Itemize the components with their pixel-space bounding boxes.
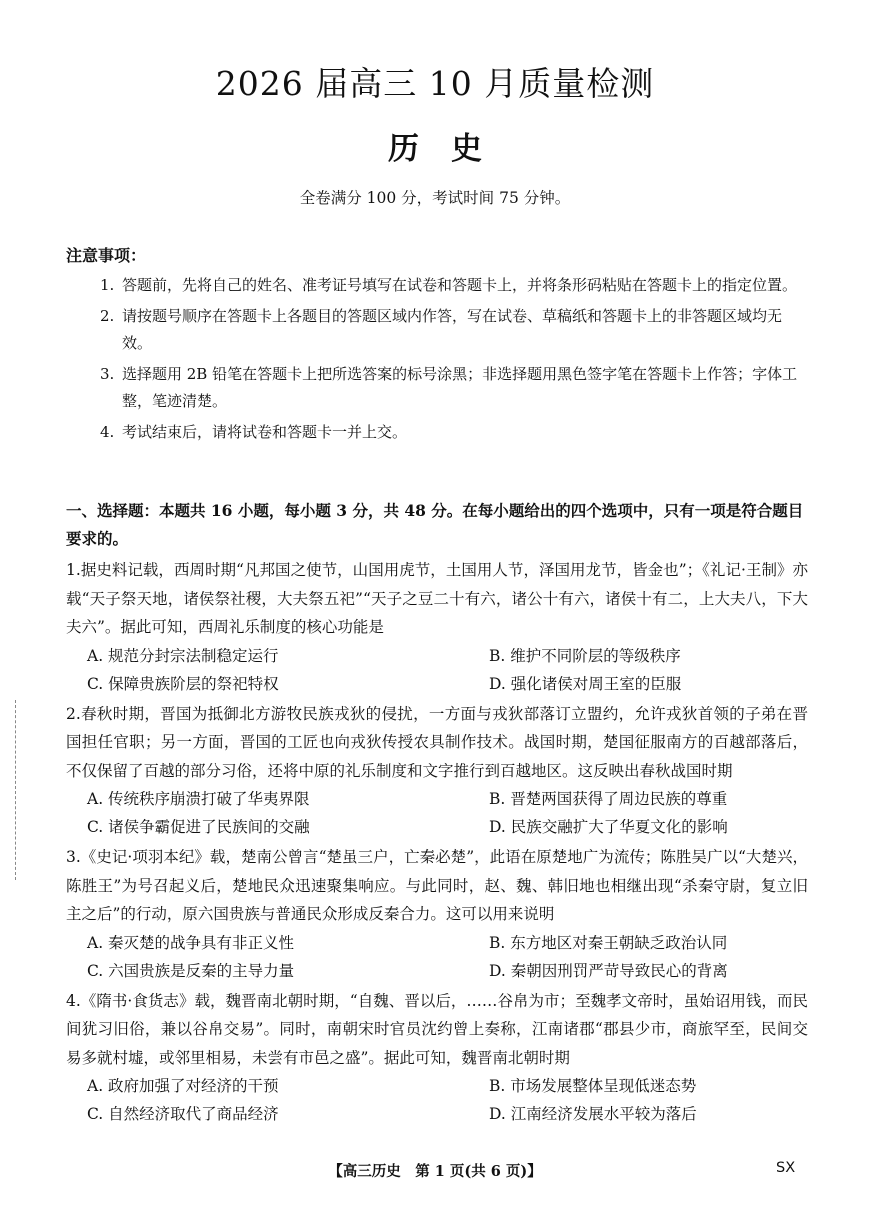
exam-title: 2026 届高三 10 月质量检测 xyxy=(215,64,655,103)
notice-item xyxy=(100,272,805,300)
page-number: 【高三历史 第 1 页(共 6 页)】 xyxy=(328,1163,542,1180)
notice-heading: 注意事项： xyxy=(66,246,147,265)
notice-number: 4. xyxy=(100,422,115,441)
binding-line xyxy=(15,700,16,880)
option-group xyxy=(66,1072,808,1128)
question-4 xyxy=(66,987,808,1129)
option-a: A. 秦灭楚的战争具有非正义性 xyxy=(87,933,295,952)
question-list xyxy=(66,556,808,1130)
notice-text: 答题前，先将自己的姓名、准考证号填写在试卷和答题卡上，并将条形码粘贴在答题卡上的指定位置。 xyxy=(122,276,798,294)
option-a: A. 政府加强了对经济的干预 xyxy=(87,1077,279,1095)
option-c: C. 六国贵族是反秦的主导力量 xyxy=(87,961,295,980)
option-d: D. 江南经济发展水平较为落后 xyxy=(489,1105,697,1123)
question-stem: 3.《史记·项羽本纪》载，楚南公曾言“楚虽三户，亡秦必楚”，此语在原楚地广为流传；陈胜吴广以“大楚兴，陈胜王”为号召起义后，楚地民众迅速聚集响应。与此同时，赵、魏、韩旧地也相继出现“杀秦守尉，复立旧主之后”的行动，原六国贵族与普通民众形成反秦合力。这可以用来说明 xyxy=(66,848,808,923)
option-a: A. 规范分封宗法制稳定运行 xyxy=(87,646,279,665)
notice-item xyxy=(100,419,805,447)
question-stem: 4.《隋书·食货志》载，魏晋南北朝时期，“自魏、晋以后，……谷帛为市；至魏孝文帝时，虽始诏用钱，而民间犹习旧俗，兼以谷帛交易”。同时，南朝宋时官员沈约曾上奏称，江南诸郡“郡县少市，商旅罕至，民间交易多就村墟，或邻里相易，未尝有市邑之盛”。据此可知，魏晋南北朝时期 xyxy=(66,991,808,1067)
notice-number: 2. xyxy=(100,306,115,325)
option-d: D. 民族交融扩大了华夏文化的影响 xyxy=(489,818,728,836)
notice-list xyxy=(100,272,805,449)
notice-number: 3. xyxy=(100,364,115,383)
notice-text: 请按题号顺序在答题卡上各题目的答题区域内作答，写在试卷、草稿纸和答题卡上的非答题区域均无效。 xyxy=(122,306,783,352)
paper-code: SX xyxy=(776,1160,796,1176)
option-c: C. 自然经济取代了商品经济 xyxy=(87,1105,279,1123)
option-group xyxy=(66,785,808,841)
notice-text: 考试结束后，请将试卷和答题卡一并上交。 xyxy=(122,422,408,441)
question-stem: 2.春秋时期，晋国为抵御北方游牧民族戎狄的侵扰，一方面与戎狄部落订立盟约，允许戎狄首领的子弟在晋国担任官职；另一方面，晋国的工匠也向戎狄传授农具制作技术。战国时期，楚国征服南方的百越部落后，不仅保留了百越的部分习俗，还将中原的礼乐制度和文字推行到百越地区。这反映出春秋战国时期 xyxy=(66,704,808,780)
notice-item xyxy=(100,303,805,358)
question-2 xyxy=(66,700,808,842)
question-stem: 1.据史料记载，西周时期“凡邦国之使节，山国用虎节，土国用人节，泽国用龙节，皆金也”；《礼记·王制》亦载“天子祭天地，诸侯祭社稷，大夫祭五祀”“天子之豆二十有六，诸公十有六，诸侯十有二，上大夫八，下大夫六”。据此可知，西周礼乐制度的核心功能是 xyxy=(66,561,808,636)
notice-text: 选择题用 2B 铅笔在答题卡上把所选答案的标号涂黑；非选择题用黑色签字笔在答题卡上作答；字体工整，笔迹清楚。 xyxy=(122,364,798,410)
question-3 xyxy=(66,843,808,985)
section-heading-text: 一、选择题：本题共 16 小题，每小题 3 分，共 48 分。在每小题给出的四个选项中，只有一项是符合题目要求的。 xyxy=(66,501,804,548)
notice-item xyxy=(100,361,805,416)
notice-number: 1. xyxy=(100,276,115,294)
option-c: C. 诸侯争霸促进了民族间的交融 xyxy=(87,818,310,836)
subject-title: 历史 xyxy=(388,131,514,167)
exam-info: 全卷满分 100 分，考试时间 75 分钟。 xyxy=(299,189,571,207)
option-b: B. 市场发展整体呈现低迷态势 xyxy=(489,1077,697,1095)
option-b: B. 维护不同阶层的等级秩序 xyxy=(489,646,681,665)
section-heading xyxy=(66,497,806,553)
option-a: A. 传统秩序崩溃打破了华夷界限 xyxy=(87,790,310,808)
option-b: B. 东方地区对秦王朝缺乏政治认同 xyxy=(489,933,728,952)
option-b: B. 晋楚两国获得了周边民族的尊重 xyxy=(489,790,728,808)
option-d: D. 强化诸侯对周王室的臣服 xyxy=(489,674,682,693)
option-group xyxy=(66,929,808,985)
option-d: D. 秦朝因刑罚严苛导致民心的背离 xyxy=(489,961,728,980)
option-group xyxy=(66,642,808,698)
option-c: C. 保障贵族阶层的祭祀特权 xyxy=(87,674,279,693)
question-1 xyxy=(66,556,808,698)
